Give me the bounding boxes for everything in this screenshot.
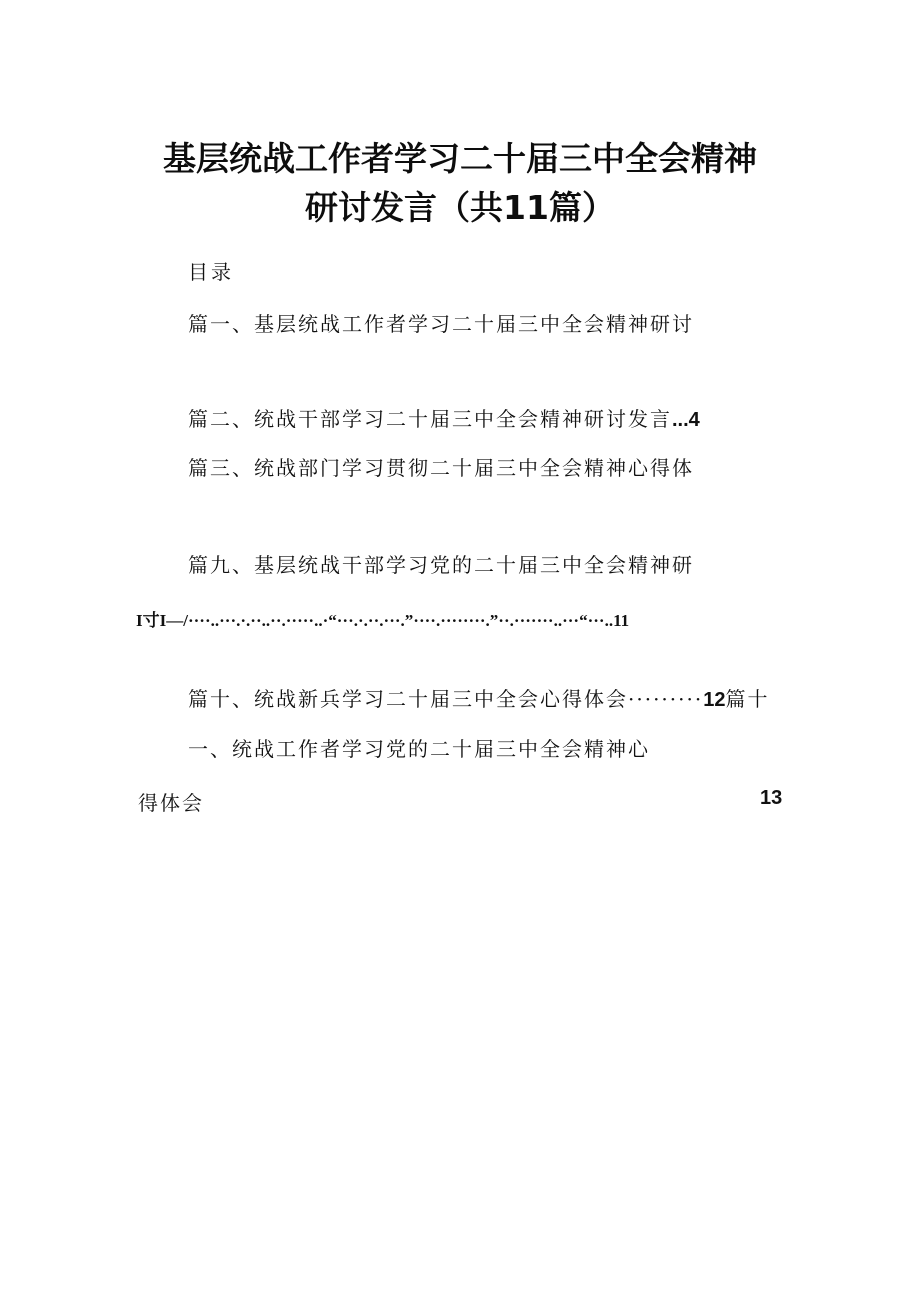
toc-entry-11-continued: 得体会 — [138, 791, 204, 815]
toc-entry-10-text: 篇十、统战新兵学习二十届三中全会心得体会········· — [188, 687, 704, 711]
toc-entry-10 — [188, 683, 769, 712]
toc-entry-11-text: 一、统战工作者学习党的二十届三中全会精神心 — [188, 737, 650, 761]
document-title-line-1: 基层统战工作者学习二十届三中全会精神 — [163, 139, 757, 178]
toc-entry-1 — [188, 308, 694, 337]
toc-entry-3 — [188, 452, 694, 481]
toc-entry-11 — [188, 733, 650, 762]
toc-entry-2-text: 篇二、统战干部学习二十届三中全会精神研讨发言 — [188, 407, 672, 431]
toc-entry-11-page: 13 — [760, 787, 783, 809]
toc-entry-9-leader-line: I寸I—/····..···.·.··..··.·····..·“···.·.··.···.”····.········.”··.·······..···“···..11 — [136, 611, 630, 630]
toc-entry-1-text: 篇一、基层统战工作者学习二十届三中全会精神研讨 — [188, 312, 694, 336]
toc-entry-2-page: ...4 — [672, 409, 700, 431]
toc-entry-3-text: 篇三、统战部门学习贯彻二十届三中全会精神心得体 — [188, 456, 694, 480]
toc-entry-10-page: 12 — [703, 689, 726, 711]
toc-entry-9 — [188, 549, 694, 578]
toc-entry-9-text: 篇九、基层统战干部学习党的二十届三中全会精神研 — [188, 553, 694, 577]
document-title-line-2: 研讨发言（共11篇） — [305, 188, 615, 227]
toc-heading: 目录 — [188, 260, 234, 284]
toc-entry-11-prefix: 篇十 — [725, 687, 770, 711]
toc-entry-2 — [188, 403, 700, 432]
